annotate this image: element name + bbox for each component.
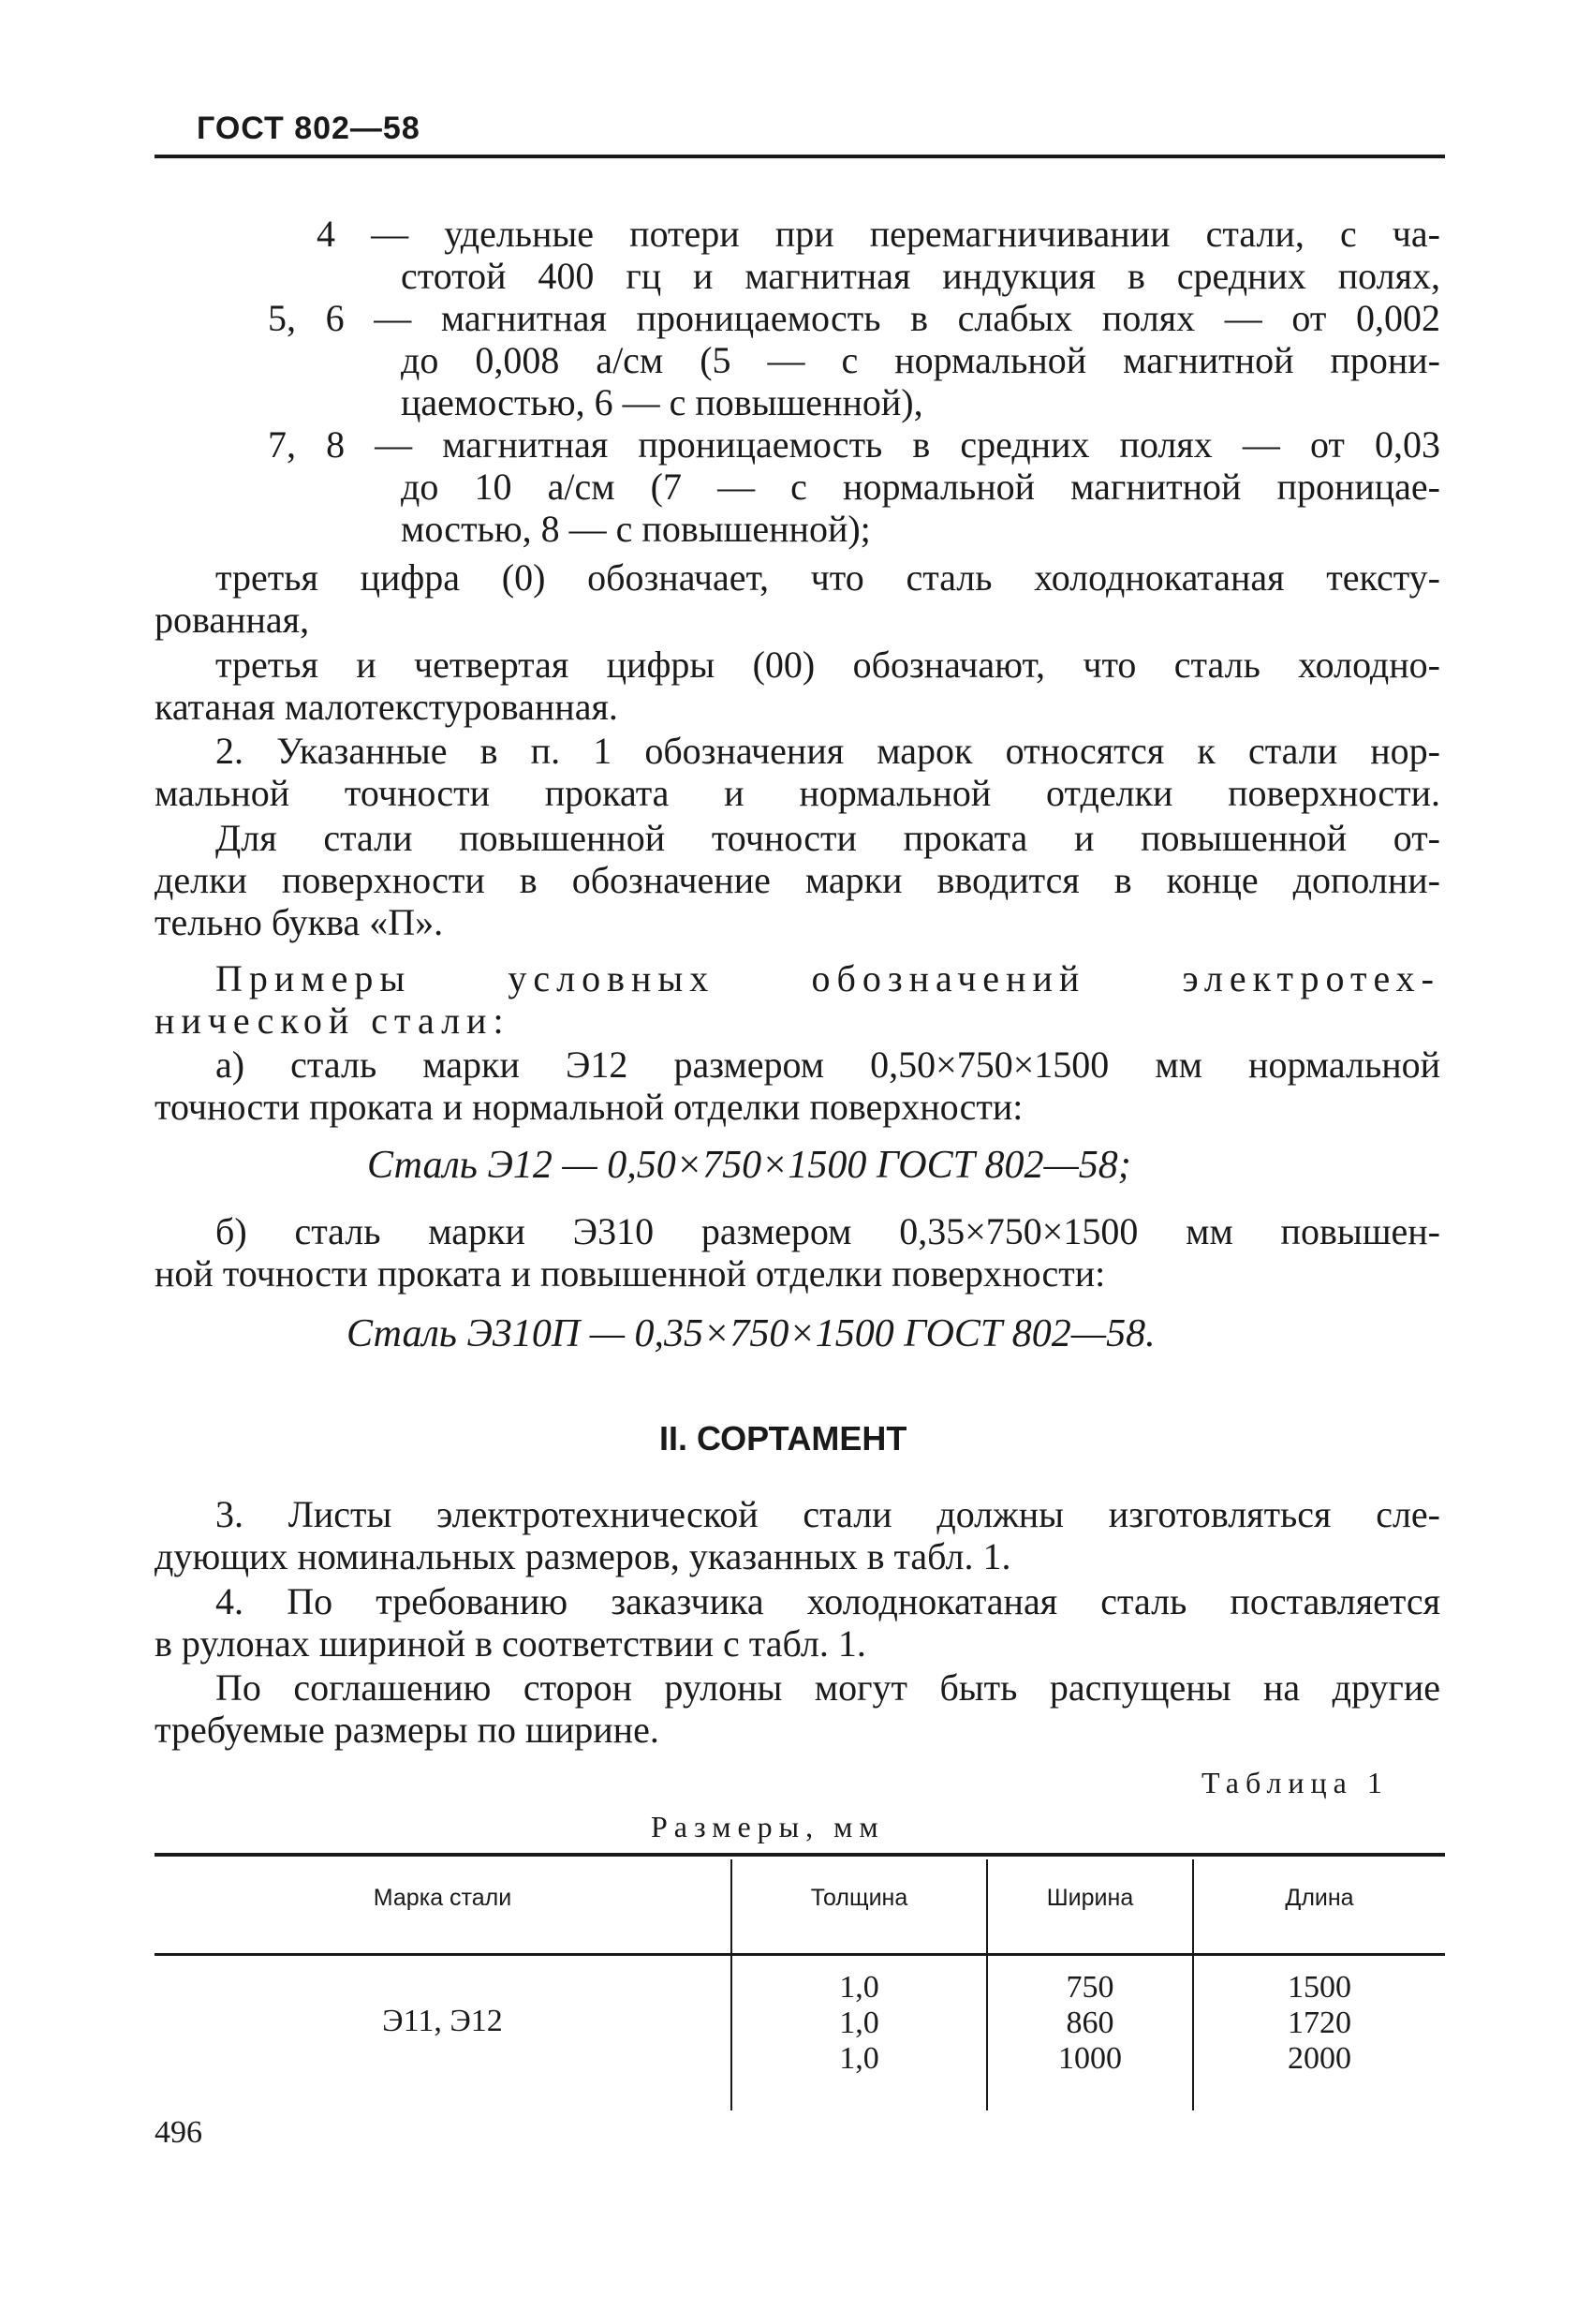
- list-item-4-line-1: 4 — удельные потери при перемагничивании стали, с ча-: [317, 213, 1440, 255]
- examples-heading-line-1: Примеры условных обозначений электротех-: [215, 957, 1440, 999]
- table-cell-width: [988, 1970, 1192, 2077]
- list-item-4-line-2: стотой 400 гц и магнитная индукция в средних полях,: [401, 255, 1440, 297]
- table-cell-width-2: 860: [1066, 2006, 1114, 2040]
- table-cell-thickness-1: 1,0: [839, 1970, 879, 2005]
- table-header-rule: [155, 1953, 1445, 1956]
- table-cell-thickness: [732, 1970, 986, 2077]
- point-2-line-3: Для стали повышенной точности проката и повышенной от-: [215, 817, 1440, 859]
- list-item-56-line-3: цаемостью, 6 — с повышенной),: [401, 381, 923, 423]
- fourth-digit-line-2: катаная малотекстурованная.: [155, 686, 618, 728]
- table-label: Таблица 1: [1201, 1766, 1389, 1799]
- example-a-formula: Сталь Э12 — 0,50×750×1500 ГОСТ 802—58;: [367, 1144, 1131, 1187]
- example-b-line-2: ной точности проката и повышенной отделки поверхности:: [155, 1252, 1106, 1295]
- point-4-line-1: 4. По требованию заказчика холоднокатаная сталь поставляется: [215, 1580, 1440, 1622]
- list-item-78-line-3: мостью, 8 — с повышенной);: [401, 508, 871, 550]
- example-a-line-2: точности проката и нормальной отделки поверхности:: [155, 1086, 1024, 1128]
- list-item-56-line-1: 5, 6 — магнитная проницаемость в слабых полях — от 0,002: [268, 297, 1440, 339]
- list-item-78-line-2: до 10 а/см (7 — с нормальной магнитной проницае-: [401, 466, 1440, 508]
- table-header-grade: Марка стали: [373, 1885, 512, 1911]
- table-top-rule: [155, 1853, 1445, 1857]
- table-cell-width-3: 1000: [1058, 2041, 1122, 2076]
- point-3-line-1: 3. Листы электротехнической стали должны изготовляться сле-: [215, 1493, 1440, 1535]
- example-b-line-1: б) сталь марки Э310 размером 0,35×750×1500 мм повышен-: [215, 1210, 1440, 1252]
- point-5-line-1: По соглашению сторон рулоны могут быть распущены на другие: [215, 1666, 1440, 1709]
- table-cell-length-3: 2000: [1288, 2041, 1351, 2076]
- examples-heading-line-2: нической стали:: [155, 999, 510, 1042]
- example-b-formula: Сталь Э310П — 0,35×750×1500 ГОСТ 802—58.: [346, 1312, 1156, 1355]
- table-header-width: Ширина: [1046, 1885, 1134, 1911]
- point-2-line-1: 2. Указанные в п. 1 обозначения марок относятся к стали нор-: [215, 730, 1440, 772]
- page-number: 496: [155, 2115, 202, 2150]
- fourth-digit-line-1: третья и четвертая цифры (00) обозначают, что сталь холодно-: [215, 644, 1440, 686]
- point-3-line-2: дующих номинальных размеров, указанных в табл. 1.: [155, 1535, 1011, 1577]
- third-digit-line-2: рованная,: [155, 599, 310, 641]
- list-item-56-line-2: до 0,008 а/см (5 — с нормальной магнитной прони-: [401, 339, 1440, 381]
- point-2-line-2: мальной точности проката и нормальной отделки поверхности.: [155, 772, 1440, 814]
- table-cell-width-1: 750: [1066, 1970, 1114, 2005]
- table-header-length: Длина: [1285, 1885, 1354, 1911]
- table-cell-length: [1194, 1970, 1445, 2077]
- point-5-line-2: требуемые размеры по ширине.: [155, 1709, 659, 1751]
- section-title: II. СОРТАМЕНТ: [659, 1419, 907, 1458]
- point-4-line-2: в рулонах шириной в соответствии с табл. 1.: [155, 1622, 866, 1665]
- third-digit-line-1: третья цифра (0) обозначает, что сталь холоднокатаная тексту-: [215, 556, 1440, 599]
- point-2-line-4: делки поверхности в обозначение марки вводится в конце дополни-: [155, 859, 1440, 901]
- table-cell-length-1: 1500: [1288, 1970, 1351, 2005]
- list-item-78-line-1: 7, 8 — магнитная проницаемость в средних полях — от 0,03: [268, 423, 1440, 466]
- table-header-thickness: Толщина: [810, 1885, 908, 1911]
- header-rule: [155, 155, 1445, 158]
- point-2-line-5: тельно буква «П».: [155, 901, 444, 943]
- table-cell-thickness-3: 1,0: [839, 2041, 879, 2076]
- table-cell-grade: Э11, Э12: [382, 2004, 503, 2038]
- table-cell-length-2: 1720: [1288, 2006, 1351, 2040]
- page-header: ГОСТ 802—58: [197, 111, 420, 146]
- example-a-line-1: а) сталь марки Э12 размером 0,50×750×1500 мм нормальной: [215, 1044, 1440, 1086]
- table-caption: Размеры, мм: [651, 1810, 885, 1843]
- table-cell-thickness-2: 1,0: [839, 2006, 879, 2040]
